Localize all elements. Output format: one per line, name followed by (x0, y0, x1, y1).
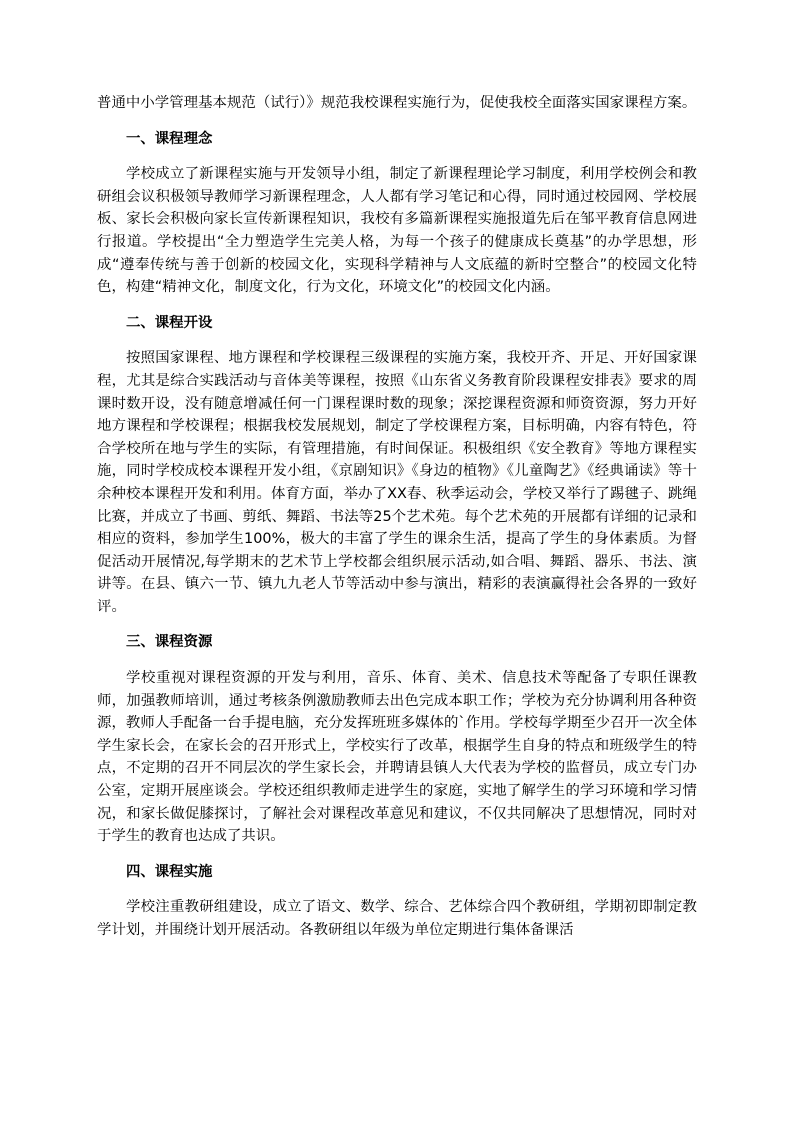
section-body-concept: 学校成立了新课程实施与开发领导小组，制定了新课程理论学习制度，利用学校例会和教研组会议积极领导教师学习新课程理念，人人都有学习笔记和心得，同时通过校园网、学校展板、家长会积极向家长宣传新课程知识，我校有多篇新课程实施报道先后在邹平教育信息网进行报道。学校提出“全力塑造学生完美人格，为每一个孩子的健康成长奠基”的办学思想，形成“遵奉传统与善于创新的校园文化，实现科学精神与人文底蕴的新时空整合”的校园文化特色，构建“精神文化，制度文化，行为文化，环境文化”的校园文化内涵。 (97, 166, 697, 296)
section-body-resources: 学校重视对课程资源的开发与利用，音乐、体育、美术、信息技术等配备了专职任课教师，加强教师培训，通过考核条例激励教师去出色完成本职工作；学校为充分协调利用各种资源，教师人手配备一台手提电脑，充分发挥班班多媒体的`作用。学校每学期至少召开一次全体学生家长会，在家长会的召开形式上，学校实行了改革，根据学生自身的特点和班级学生的特点，不定期的召开不同层次的学生家长会，并聘请县镇人大代表为学校的监督员，成立专门办公室，定期开展座谈会。学校还组织教师走进学生的家庭，实地了解学生的学习环境和学习情况，和家长做促膝探讨，了解社会对课程改革意见和建议，不仅共同解决了思想情况，同时对于学生的教育也达成了共识。 (97, 670, 697, 845)
document-page (97, 92, 697, 942)
intro-paragraph: 普通中小学管理基本规范（试行）》规范我校课程实施行为，促使我校全面落实国家课程方案。 (97, 95, 697, 111)
section-heading-resources: 三、课程资源 (126, 634, 213, 651)
section-heading-implementation: 四、课程实施 (126, 863, 213, 880)
section-heading-concept: 一、课程理念 (126, 130, 213, 147)
section-heading-offering: 二、课程开设 (126, 314, 213, 331)
section-body-implementation: 学校注重教研组建设，成立了语文、数学、综合、艺体综合四个教研组，学期初即制定教学计划，并围绕计划开展活动。各教研组以年级为单位定期进行集体备课活 (97, 899, 697, 938)
section-body-offering: 按照国家课程、地方课程和学校课程三级课程的实施方案，我校开齐、开足、开好国家课程，尤其是综合实践活动与音体美等课程，按照《山东省义务教育阶段课程安排表》要求的周课时数开设，没有随意增减任何一门课程课时数的现象；深挖课程资源和师资资源，努力开好地方课程和学校课程；根据我校发展规划，制定了学校课程方案，目标明确，内容有特色，符合学校所在地与学生的实际，有管理措施，有时间保证。积极组织《安全教育》等地方课程实施，同时学校成校本课程开发小组，《京剧知识》《身边的植物》《儿童陶艺》《经典诵读》等十余种校本课程开发和利用。体育方面，举办了XX春、秋季运动会，学校又举行了踢毽子、跳绳比赛，并成立了书画、剪纸、舞蹈、书法等25个艺术苑。每个艺术苑的开展都有详细的记录和相应的资料，参加学生100%，极大的丰富了学生的课余生活，提高了学生的身体素质。为督促活动开展情况,每学期末的艺术节上学校都会组织展示活动,如合唱、舞蹈、器乐、书法、演讲等。在县、镇六一节、镇九九老人节等活动中参与演出，精彩的表演赢得社会各界的一致好评。 (97, 350, 697, 615)
